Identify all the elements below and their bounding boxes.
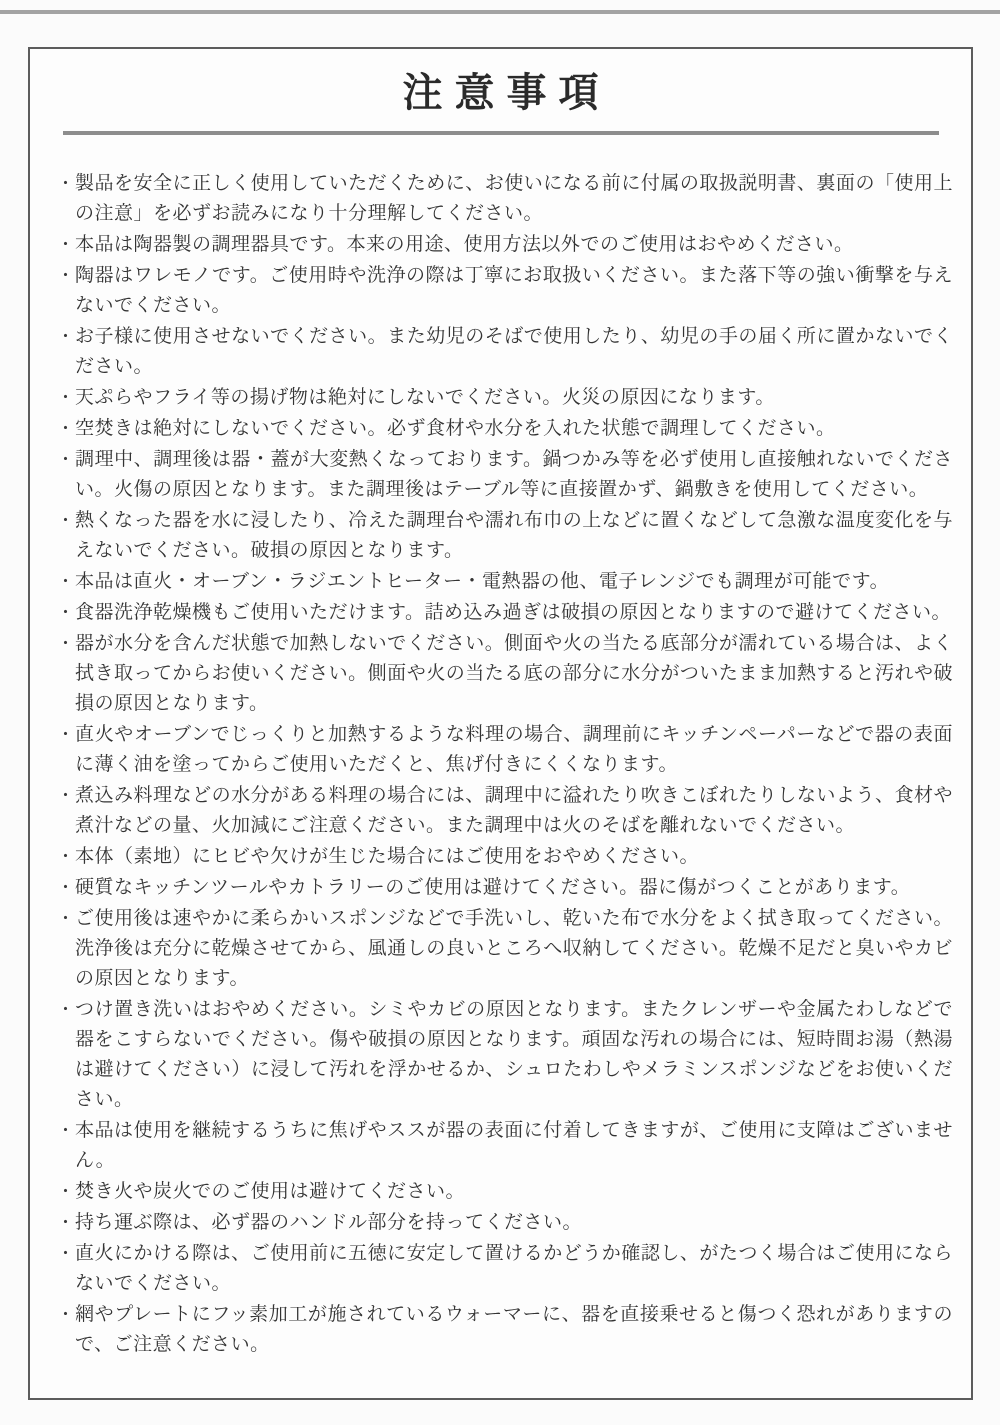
- list-item: [30, 598, 953, 628]
- notice-list: [30, 169, 971, 1360]
- list-item: [30, 1208, 953, 1238]
- bullet-icon: ・: [57, 174, 75, 193]
- list-item: [30, 567, 953, 597]
- bullet-icon: ・: [57, 603, 75, 622]
- bullet-icon: ・: [57, 450, 75, 469]
- list-item: [30, 506, 953, 566]
- notice-text: お子様に使用させないでください。また幼児のそばで使用したり、幼児の手の届く所に置かないでください。: [75, 326, 953, 377]
- bullet-icon: ・: [57, 1305, 75, 1324]
- list-item: [30, 781, 953, 841]
- page-title: 注意事項: [402, 70, 611, 115]
- list-item: [30, 904, 953, 994]
- bullet-icon: ・: [57, 909, 75, 928]
- list-item: [30, 629, 953, 719]
- bullet-icon: ・: [57, 1244, 75, 1263]
- list-item: [30, 873, 953, 903]
- notice-text: 本品は使用を継続するうちに焦げやススが器の表面に付着してきますが、ご使用に支障はございません。: [75, 1120, 953, 1171]
- notice-box: [28, 47, 973, 1400]
- bullet-icon: ・: [57, 572, 75, 591]
- notice-text: 熱くなった器を水に浸したり、冷えた調理台や濡れ布巾の上などに置くなどして急激な温度変化を与えないでください。破損の原因となります。: [75, 510, 953, 561]
- list-item: [30, 995, 953, 1115]
- list-item: [30, 842, 953, 872]
- bullet-icon: ・: [57, 786, 75, 805]
- notice-text: 陶器はワレモノです。ご使用時や洗浄の際は丁寧にお取扱いください。また落下等の強い衝撃を与えないでください。: [75, 265, 953, 316]
- list-item: [30, 1177, 953, 1207]
- bullet-icon: ・: [57, 1121, 75, 1140]
- notice-text: 空焚きは絶対にしないでください。必ず食材や水分を入れた状態で調理してください。: [75, 418, 836, 439]
- notice-text: 天ぷらやフライ等の揚げ物は絶対にしないでください。火災の原因になります。: [75, 387, 775, 408]
- bullet-icon: ・: [57, 266, 75, 285]
- notice-text: 調理中、調理後は器・蓋が大変熱くなっております。鍋つかみ等を必ず使用し直接触れないでください。火傷の原因となります。また調理後はテーブル等に直接置かず、鍋敷きを使用してください。: [75, 449, 953, 500]
- bullet-icon: ・: [57, 419, 75, 438]
- bullet-icon: ・: [57, 1213, 75, 1232]
- list-item: [30, 1116, 953, 1176]
- bullet-icon: ・: [57, 725, 75, 744]
- notice-text: つけ置き洗いはおやめください。シミやカビの原因となります。またクレンザーや金属たわしなどで器をこすらないでください。傷や破損の原因となります。頑固な汚れの場合には、短時間お湯（熱湯は避けてください）に浸して汚れを浮かせるか、シュロたわしやメラミンスポンジなどをお使いください。: [75, 999, 953, 1110]
- bullet-icon: ・: [57, 847, 75, 866]
- notice-text: 本品は直火・オーブン・ラジエントヒーター・電熱器の他、電子レンジでも調理が可能です。: [75, 571, 890, 592]
- scan-edge-line: [0, 10, 1000, 14]
- notice-text: 持ち運ぶ際は、必ず器のハンドル部分を持ってください。: [75, 1212, 583, 1233]
- notice-text: 硬質なキッチンツールやカトラリーのご使用は避けてください。器に傷がつくことがあります。: [75, 877, 911, 898]
- notice-text: 製品を安全に正しく使用していただくために、お使いになる前に付属の取扱説明書、裏面の「使用上の注意」を必ずお読みになり十分理解してください。: [75, 173, 953, 224]
- list-item: [30, 414, 953, 444]
- list-item: [30, 445, 953, 505]
- list-item: [30, 261, 953, 321]
- notice-text: 煮込み料理などの水分がある料理の場合には、調理中に溢れたり吹きこぼれたりしないよう、食材や煮汁などの量、火加減にご注意ください。また調理中は火のそばを離れないでください。: [75, 785, 953, 836]
- list-item: [30, 720, 953, 780]
- list-item: [30, 169, 953, 229]
- bullet-icon: ・: [57, 388, 75, 407]
- bullet-icon: ・: [57, 1182, 75, 1201]
- notice-text: ご使用後は速やかに柔らかいスポンジなどで手洗いし、乾いた布で水分をよく拭き取ってください。洗浄後は充分に乾燥させてから、風通しの良いところへ収納してください。乾燥不足だと臭いやカビの原因となります。: [75, 908, 953, 989]
- notice-text: 直火やオーブンでじっくりと加熱するような料理の場合、調理前にキッチンペーパーなどで器の表面に薄く油を塗ってからご使用いただくと、焦げ付きにくくなります。: [75, 724, 953, 775]
- bullet-icon: ・: [57, 634, 75, 653]
- notice-text: 器が水分を含んだ状態で加熱しないでください。側面や火の当たる底部分が濡れている場合は、よく拭き取ってからお使いください。側面や火の当たる底の部分に水分がついたまま加熱すると汚れや破損の原因となります。: [75, 633, 953, 714]
- bullet-icon: ・: [57, 235, 75, 254]
- notice-text: 焚き火や炭火でのご使用は避けてください。: [75, 1181, 466, 1202]
- title-divider: [63, 131, 939, 135]
- list-item: [30, 1300, 953, 1360]
- notice-text: 直火にかける際は、ご使用前に五徳に安定して置けるかどうか確認し、がたつく場合はご使用にならないでください。: [75, 1243, 953, 1294]
- bullet-icon: ・: [57, 1000, 75, 1019]
- list-item: [30, 383, 953, 413]
- bullet-icon: ・: [57, 327, 75, 346]
- list-item: [30, 1239, 953, 1299]
- notice-text: 網やプレートにフッ素加工が施されているウォーマーに、器を直接乗せると傷つく恐れがありますので、ご注意ください。: [75, 1304, 953, 1355]
- bullet-icon: ・: [57, 878, 75, 897]
- list-item: [30, 322, 953, 382]
- bullet-icon: ・: [57, 511, 75, 530]
- notice-text: 本体（素地）にヒビや欠けが生じた場合にはご使用をおやめください。: [75, 846, 700, 867]
- notice-text: 食器洗浄乾燥機もご使用いただけます。詰め込み過ぎは破損の原因となりますので避けてください。: [75, 602, 951, 623]
- notice-text: 本品は陶器製の調理器具です。本来の用途、使用方法以外でのご使用はおやめください。: [75, 234, 854, 255]
- list-item: [30, 230, 953, 260]
